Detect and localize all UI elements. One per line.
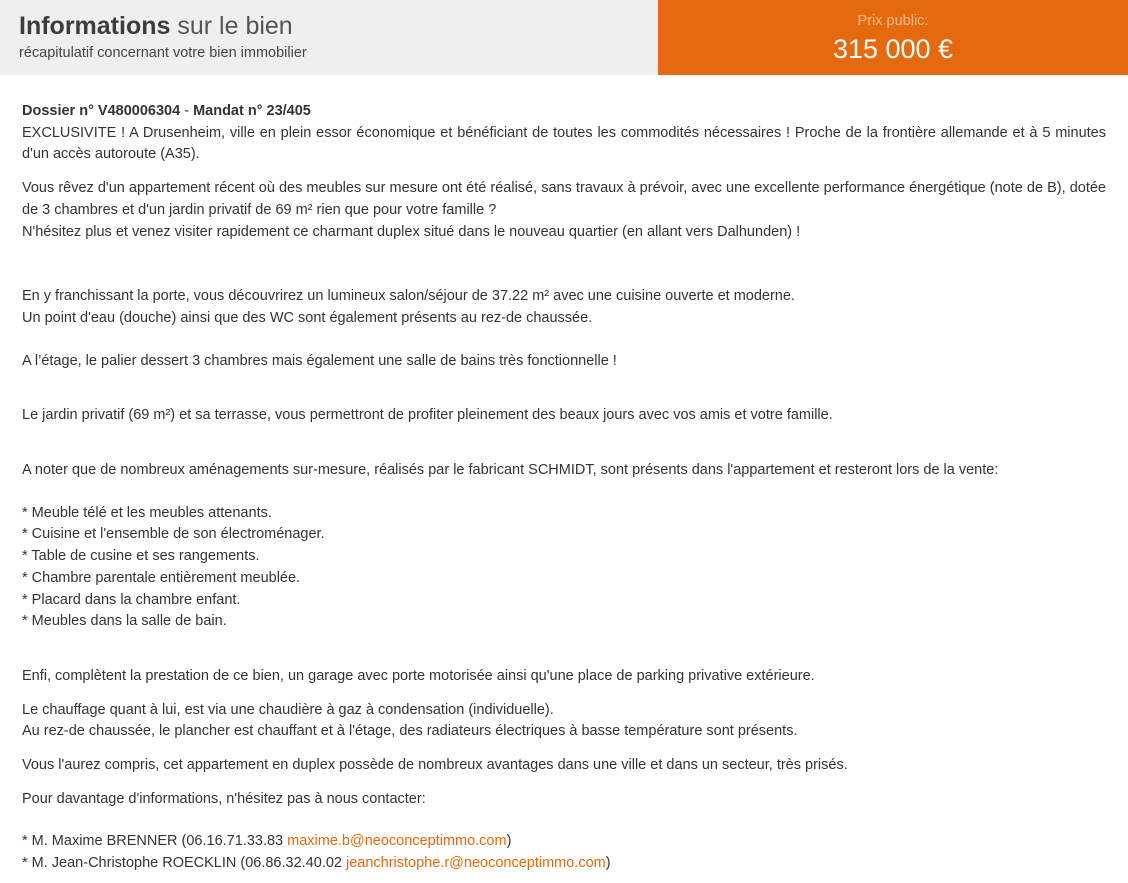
list-item: * Cuisine et l'ensemble de son électroménager. — [22, 526, 325, 543]
page-title — [19, 10, 658, 42]
intro-paragraph: EXCLUSIVITE ! A Drusenheim, ville en plein essor économique et bénéficiant de toutes les commodités nécessaires ! Proche de la frontière allemande et à 5 minutes d'un accès autoroute (A35). — [22, 124, 1106, 163]
price-value: 315 000 € — [832, 34, 954, 64]
header-info-panel — [0, 0, 658, 75]
listing-description — [0, 101, 1128, 875]
dossier-number: Dossier n° V480006304 — [22, 103, 181, 119]
description-paragraph: Vous rêvez d'un appartement récent où des meubles sur mesure ont été réalisé, sans travaux à prévoir, avec une excellente performance énergétique (note de B), dotée de 3 chambres et d'un jardin privatif de 69 m² rien que pour votre famille ? — [22, 180, 1106, 218]
fittings-intro: A noter que de nombreux aménagements sur-mesure, réalisés par le fabricant SCHMIDT, sont présents dans l'appartement et resteront lors de la vente: — [22, 462, 999, 479]
contact-email-link[interactable]: maxime.b@neoconceptimmo.com — [287, 833, 507, 850]
list-item: * Meuble télé et les meubles attenants. — [22, 504, 272, 521]
list-item: * Chambre parentale entièrement meublée. — [22, 569, 301, 586]
price-label: Prix public: — [857, 13, 929, 29]
heating-text: Le chauffage quant à lui, est via une chaudière à gaz à condensation (individuelle). — [22, 701, 554, 718]
list-item: * Placard dans la chambre enfant. — [22, 591, 241, 608]
page-title-rest: sur le bien — [177, 12, 293, 40]
page-subtitle: récapitulatif concernant votre bien immobilier — [19, 45, 307, 61]
contact-intro: Pour davantage d'informations, n'hésitez pas à nous contacter: — [22, 790, 426, 807]
summary-text: Vous l'aurez compris, cet appartement en duplex possède de nombreux avantages dans une ville et dans un secteur, très prisés. — [22, 757, 848, 774]
mandat-number: Mandat n° 23/405 — [193, 103, 311, 119]
reference-separator: - — [184, 103, 190, 119]
contact-item: * M. Jean-Christophe ROECKLIN (06.86.32.40.02 jeanchristophe.r@neoconceptimmo.com) — [22, 855, 611, 872]
header — [0, 0, 1128, 75]
garden-text: Le jardin privatif (69 m²) et sa terrasse, vous permettront de profiter pleinement des beaux jours avec vos amis et votre famille. — [22, 407, 833, 424]
price-panel — [658, 0, 1128, 75]
garage-text: Enfi, complètent la prestation de ce bien, un garage avec porte motorisée ainsi qu'une place de parking privative extérieure. — [22, 667, 815, 684]
floor-heating-text: Au rez-de chaussée, le plancher est chauffant et à l'étage, des radiateurs électriques à basse température sont présents. — [22, 723, 798, 740]
upstairs-text: A l’étage, le palier dessert 3 chambres mais également une salle de bains très fonctionnelle ! — [22, 352, 617, 369]
list-item: * Table de cusine et ses rangements. — [22, 548, 260, 565]
page-title-bold: Informations — [19, 12, 171, 40]
contact-item: * M. Maxime BRENNER (06.16.71.33.83 maxime.b@neoconceptimmo.com) — [22, 833, 512, 850]
list-item: * Meubles dans la salle de bain. — [22, 613, 227, 630]
living-room-text: En y franchissant la porte, vous découvrirez un lumineux salon/séjour de 37.22 m² avec une cuisine ouverte et moderne. — [22, 288, 795, 305]
listing-reference — [22, 101, 1106, 123]
visit-invitation: N'hésitez plus et venez visiter rapidement ce charmant duplex situé dans le nouveau quartier (en allant vers Dalhunden) ! — [22, 223, 801, 240]
fittings-list — [22, 503, 1106, 633]
contact-email-link[interactable]: jeanchristophe.r@neoconceptimmo.com — [346, 855, 606, 872]
contact-list — [22, 831, 1106, 874]
ground-floor-text: Un point d'eau (douche) ainsi que des WC sont également présents au rez-de chaussée. — [22, 309, 593, 326]
